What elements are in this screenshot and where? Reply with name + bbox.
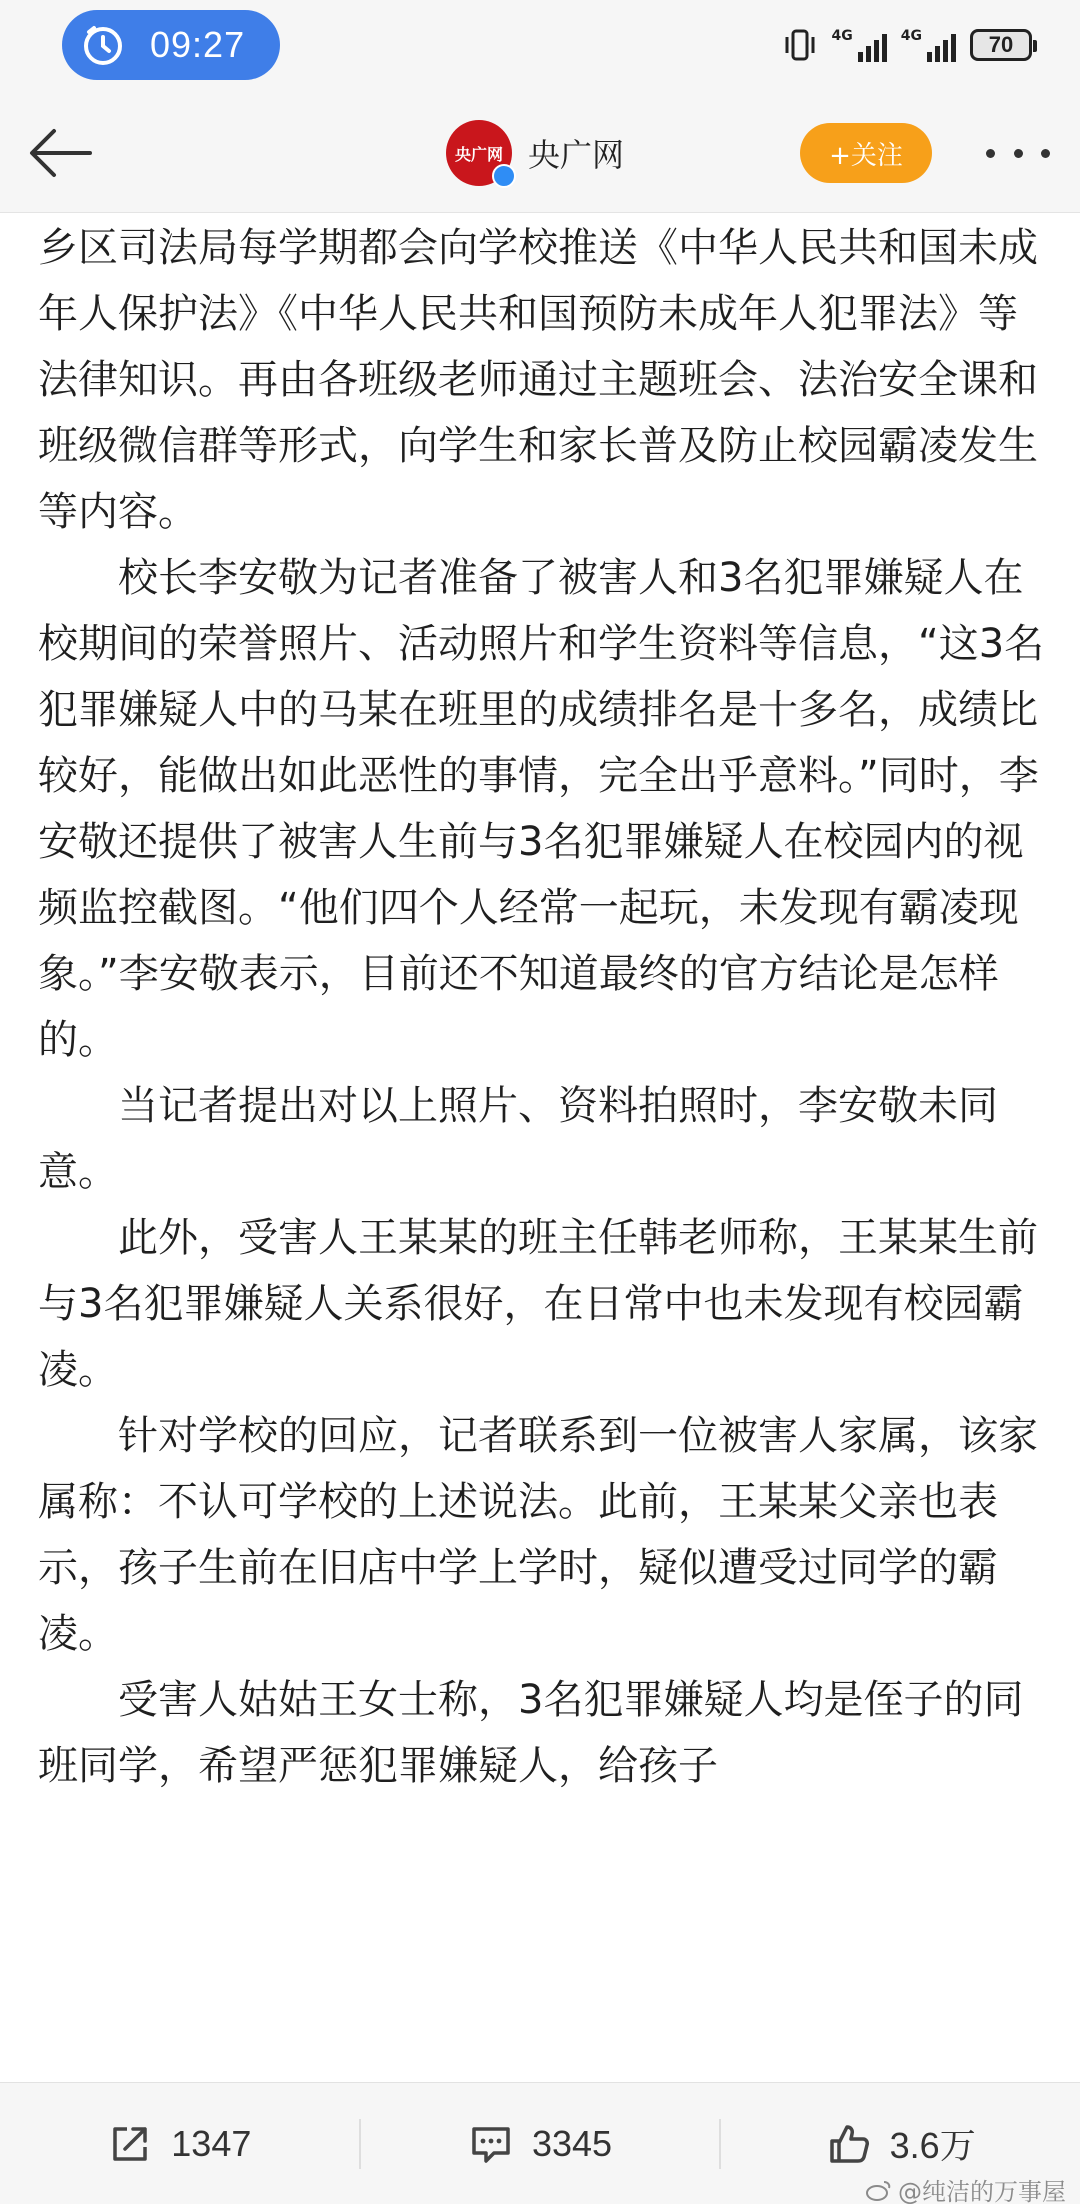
time-pill[interactable] (62, 10, 280, 80)
network-type-1: 4G (831, 28, 853, 44)
status-time: 09:27 (150, 24, 246, 65)
article-paragraph: 乡区司法局每学期都会向学校推送《中华人民共和国未成年人保护法》《中华人民共和国预防未成年人犯罪法》等法律知识。再由各班级老师通过主题班会、法治安全课和班级微信群等形式，向学生和家长普及防止校园霸凌发生等内容。 (38, 225, 1038, 535)
share-icon (107, 2121, 153, 2167)
watermark-text: @纯洁的万事屋 (898, 2178, 1066, 2206)
comment-icon (468, 2121, 514, 2167)
battery-level: 70 (988, 32, 1014, 57)
article-paragraph: 针对学校的回应，记者联系到一位被害人家属，该家属称：不认可学校的上述说法。此前，王某某父亲也表示，孩子生前在旧店中学上学时，疑似遭受过同学的霸凌。 (38, 1413, 1038, 1657)
article-paragraph: 当记者提出对以上照片、资料拍照时，李安敬未同意。 (38, 1083, 998, 1195)
back-arrow-icon[interactable] (24, 121, 98, 185)
watermark (866, 2172, 1066, 2207)
clock-icon (80, 22, 126, 68)
status-bar (0, 0, 1080, 95)
weibo-icon (866, 2179, 892, 2201)
article-paragraph: 受害人姑姑王女士称，3名犯罪嫌疑人均是侄子的同班同学，希望严惩犯罪嫌疑人，给孩子 (38, 1677, 1024, 1789)
account-name[interactable]: 央广网 (528, 136, 625, 174)
status-icons (782, 22, 1032, 68)
follow-button[interactable]: +关注 (800, 123, 932, 183)
more-options-icon[interactable] (986, 131, 1050, 175)
logo-text: 央广网 (454, 144, 503, 164)
share-button[interactable] (0, 2083, 359, 2205)
account-logo[interactable] (446, 120, 512, 186)
verified-badge-icon (492, 164, 516, 188)
thumbs-up-icon (826, 2121, 872, 2167)
account-info[interactable] (446, 117, 624, 189)
nav-header (0, 95, 1080, 213)
comment-count: 3345 (531, 2122, 613, 2164)
article-paragraph: 此外，受害人王某某的班主任韩老师称，王某某生前与3名犯罪嫌疑人关系很好，在日常中也未发现有校园霸凌。 (38, 1215, 1038, 1393)
article-body (38, 215, 1048, 2081)
share-count: 1347 (171, 2122, 252, 2164)
signal-icon-2 (901, 28, 956, 62)
battery-icon (970, 29, 1032, 61)
signal-icon-1 (832, 28, 887, 62)
network-type-2: 4G (900, 28, 922, 44)
like-count: 3.6万 (889, 2125, 976, 2166)
article-paragraph: 校长李安敬为记者准备了被害人和3名犯罪嫌疑人在校期间的荣誉照片、活动照片和学生资料等信息，“这3名犯罪嫌疑人中的马某在班里的成绩排名是十多名，成绩比较好，能做出如此恶性的事情，完全出乎意料。”同时，李安敬还提供了被害人生前与3名犯罪嫌疑人在校园内的视频监控截图。“他们四个人经常一起玩，未发现有霸凌现象。”李安敬表示，目前还不知道最终的官方结论是怎样的。 (38, 555, 1045, 1063)
vibrate-icon (782, 27, 818, 63)
comment-button[interactable] (361, 2083, 720, 2205)
